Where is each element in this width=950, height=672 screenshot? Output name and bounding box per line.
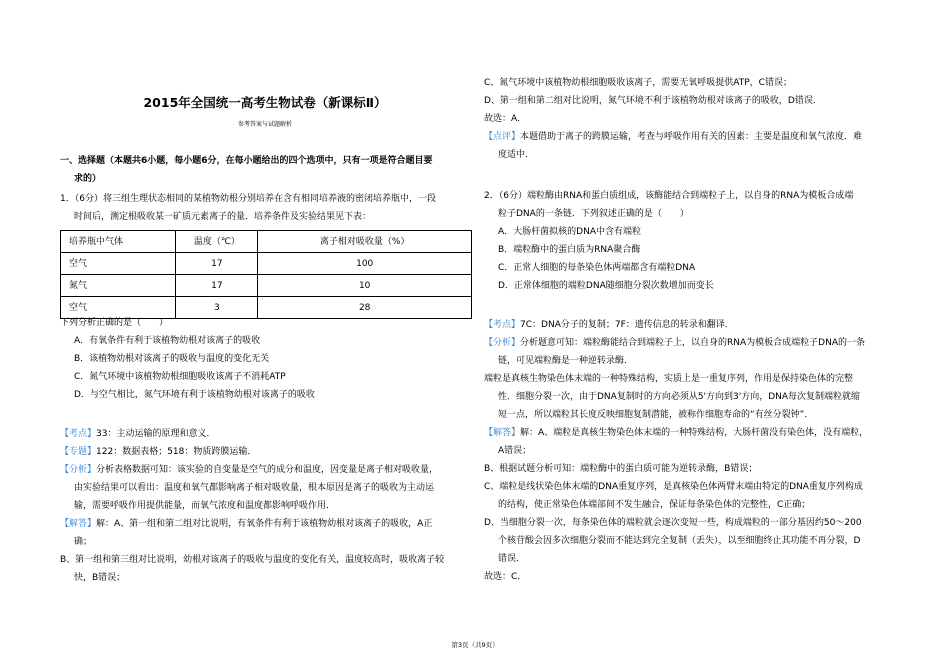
fenxi-text: 分析表格数据可知：该实验的自变量是空气的成分和温度，因变量是离子相对吸收量， — [96, 465, 439, 475]
q1-explanation-cont — [484, 74, 904, 164]
table-header-cell: 培养瓶中气体 — [61, 231, 176, 253]
jieda-line: 确； — [74, 537, 93, 547]
page-subtitle: 参考答案与试题解析 — [237, 121, 292, 128]
q2-answer-d-cont: 错误． — [498, 554, 526, 564]
section-heading — [60, 152, 470, 188]
kaodian-tag: 【考点】 — [484, 320, 521, 330]
section-heading-line: 求的） — [74, 174, 102, 184]
fenxi-line: 输，需要呼吸作用提供能量，而氧气浓度和温度都影响呼吸作用． — [74, 501, 336, 511]
q2-answer-d: D、当细胞分裂一次，每条染色体的端粒就会逐次变短一些，构成端粒的一部分基因约50～200 — [484, 518, 862, 528]
dianping-text: 本题借助于离子的跨膜运输，考查与呼吸作用有关的因素：主要是温度和氧气浓度．难 — [520, 132, 863, 142]
table-cell: 空气 — [61, 253, 176, 275]
table-cell: 17 — [176, 253, 258, 275]
q2-para-line: 性．细胞分裂一次，由于DNA复制时的方向必须从5'方向到3'方向，DNA每次复制端粒就缩 — [498, 392, 861, 402]
q2-option-d: D．正常体细胞的端粒DNA随细胞分裂次数增加而变长 — [498, 281, 714, 291]
q2-final-answer: 故选：C． — [484, 572, 527, 582]
table-cell: 100 — [258, 253, 472, 275]
q1-prompt: 下列分析正确的是（ ） — [60, 318, 169, 328]
page-footer: 第3页（共9页） — [451, 641, 499, 649]
q2-answer-c-cont: 的结构，使正常染色体端部间不发生融合，保证每条染色体的完整性，C正确； — [498, 500, 811, 510]
q1-answer-b: B、第一组和第三组对比说明，幼根对该离子的吸收与温度的变化有关，温度较高时，吸收离子较 — [60, 555, 445, 565]
q2-option-a: A．大肠杆菌拟核的DNA中含有端粒 — [498, 227, 641, 237]
table-cell: 17 — [176, 275, 258, 297]
q1-answer-c: C、氮气环境中该植物幼根细胞吸收该离子，需要无氧呼吸提供ATP，C错误； — [484, 78, 792, 88]
q1-explanation — [60, 425, 470, 587]
q1-kaodian — [60, 425, 470, 443]
section-heading-line: 一、选择题（本题共6小题，每小题6分，在每小题给出的四个选项中，只有一项是符合题目要 — [60, 156, 433, 166]
dianping-tag: 【点评】 — [484, 132, 521, 142]
q2-stem — [484, 187, 904, 295]
fenxi-tag: 【分析】 — [484, 338, 521, 348]
jieda-tag: 【解答】 — [484, 428, 521, 438]
q1-final-answer: 故选：A． — [484, 114, 527, 124]
q2-answer-c: C、端粒是线状染色体末端的DNA重复序列，是真核染色体两臂末端由特定的DNA重复序列构成 — [484, 482, 863, 492]
q1-prompt-and-options — [60, 314, 470, 404]
q2-fenxi — [484, 334, 904, 352]
fenxi-line: 由实验结果可以看出：温度和氧气都影响离子相对吸收量，根本原因是离子的吸收为主动运 — [74, 483, 435, 493]
q1-answer-b-cont: 快，B错误； — [74, 573, 126, 583]
q2-explanation — [484, 316, 904, 586]
table-cell: 28 — [258, 297, 472, 319]
q2-jieda — [484, 424, 904, 442]
zhuanti-text: 122：数据表格；518：物质跨膜运输． — [96, 447, 257, 457]
jieda-text: 解：A、端粒是真核生物染色体末端的一种特殊结构，大肠杆菌没有染色体，没有端粒， — [520, 428, 869, 438]
table-header-cell: 温度（℃） — [176, 231, 258, 253]
q1-stem — [60, 190, 470, 226]
table-header-cell: 离子相对吸收量（%） — [258, 231, 472, 253]
fenxi-tag: 【分析】 — [60, 465, 97, 475]
q1-stem-line: 1．（6分）将三组生理状态相同的某植物幼根分别培养在含有相同培养液的密闭培养瓶中，一段 — [60, 194, 436, 204]
q2-para-line: 端粒是真核生物染色体末端的一种特殊结构，实质上是一重复序列，作用是保持染色体的完整 — [484, 374, 854, 384]
q2-stem-line: 粒子DNA的一条链．下列叙述正确的是（ ） — [498, 209, 689, 219]
fenxi-line: 链，可见端粒酶是一种逆转录酶． — [498, 356, 634, 366]
q2-stem-line: 2．（6分）端粒酶由RNA和蛋白质组成，该酶能结合到端粒子上，以自身的RNA为模板合成端 — [484, 191, 854, 201]
q1-option-c: C．氮气环境中该植物幼根细胞吸收该离子不消耗ATP — [74, 372, 286, 382]
q1-option-d: D．与空气相比，氮气环境有利于该植物幼根对该离子的吸收 — [74, 390, 315, 400]
fenxi-text: 分析题意可知：端粒酶能结合到端粒子上，以自身的RNA为模板合成端粒子DNA的一条 — [520, 338, 865, 348]
table-header-row — [61, 231, 472, 253]
q1-zhuanti — [60, 443, 470, 461]
table-cell: 空气 — [61, 297, 176, 319]
table-row — [61, 253, 472, 275]
q1-jieda — [60, 515, 470, 533]
q2-para-line: 短一点，所以端粒其长度反映细胞复制潜能，被称作细胞寿命的“有丝分裂钟”． — [498, 410, 814, 420]
q1-option-b: B．该植物幼根对该离子的吸收与温度的变化无关 — [74, 354, 270, 364]
q2-option-c: C．正常人细胞的每条染色体两端都含有端粒DNA — [498, 263, 696, 273]
kaodian-tag: 【考点】 — [60, 429, 97, 439]
kaodian-text: 7C：DNA分子的复制；7F：遗传信息的转录和翻译． — [520, 320, 734, 330]
q2-answer-b: B、根据试题分析可知：端粒酶中的蛋白质可能为逆转录酶，B错误； — [484, 464, 758, 474]
table-cell: 3 — [176, 297, 258, 319]
table-cell: 氮气 — [61, 275, 176, 297]
kaodian-text: 33：主动运输的原理和意义． — [96, 429, 216, 439]
q1-dianping — [484, 128, 904, 146]
jieda-text: 解：A、第一组和第二组对比说明，有氧条件有利于该植物幼根对该离子的吸收，A正 — [96, 519, 433, 529]
q2-kaodian — [484, 316, 904, 334]
page-title: 2015年全国统一高考生物试卷（新课标Ⅱ） — [143, 95, 387, 110]
table-row — [61, 275, 472, 297]
table-cell: 10 — [258, 275, 472, 297]
experiment-table — [60, 230, 472, 319]
q2-option-b: B．端粒酶中的蛋白质为RNA聚合酶 — [498, 245, 641, 255]
q1-answer-d: D、第一组和第二组对比说明，氮气环境不利于该植物幼根对该离子的吸收，D错误． — [484, 96, 822, 106]
zhuanti-tag: 【专题】 — [60, 447, 97, 457]
q1-option-a: A．有氧条件有利于该植物幼根对该离子的吸收 — [74, 336, 261, 346]
q1-fenxi — [60, 461, 470, 479]
jieda-tag: 【解答】 — [60, 519, 97, 529]
q2-answer-d-cont: 个核苷酸会因多次细胞分裂而不能达到完全复制（丢失），以至细胞终止其功能不再分裂，D — [498, 536, 861, 546]
jieda-line: A错误； — [498, 446, 532, 456]
q1-stem-line: 时间后，测定根吸收某一矿质元素离子的量．培养条件及实验结果见下表： — [74, 212, 372, 222]
dianping-line: 度适中． — [498, 150, 535, 160]
